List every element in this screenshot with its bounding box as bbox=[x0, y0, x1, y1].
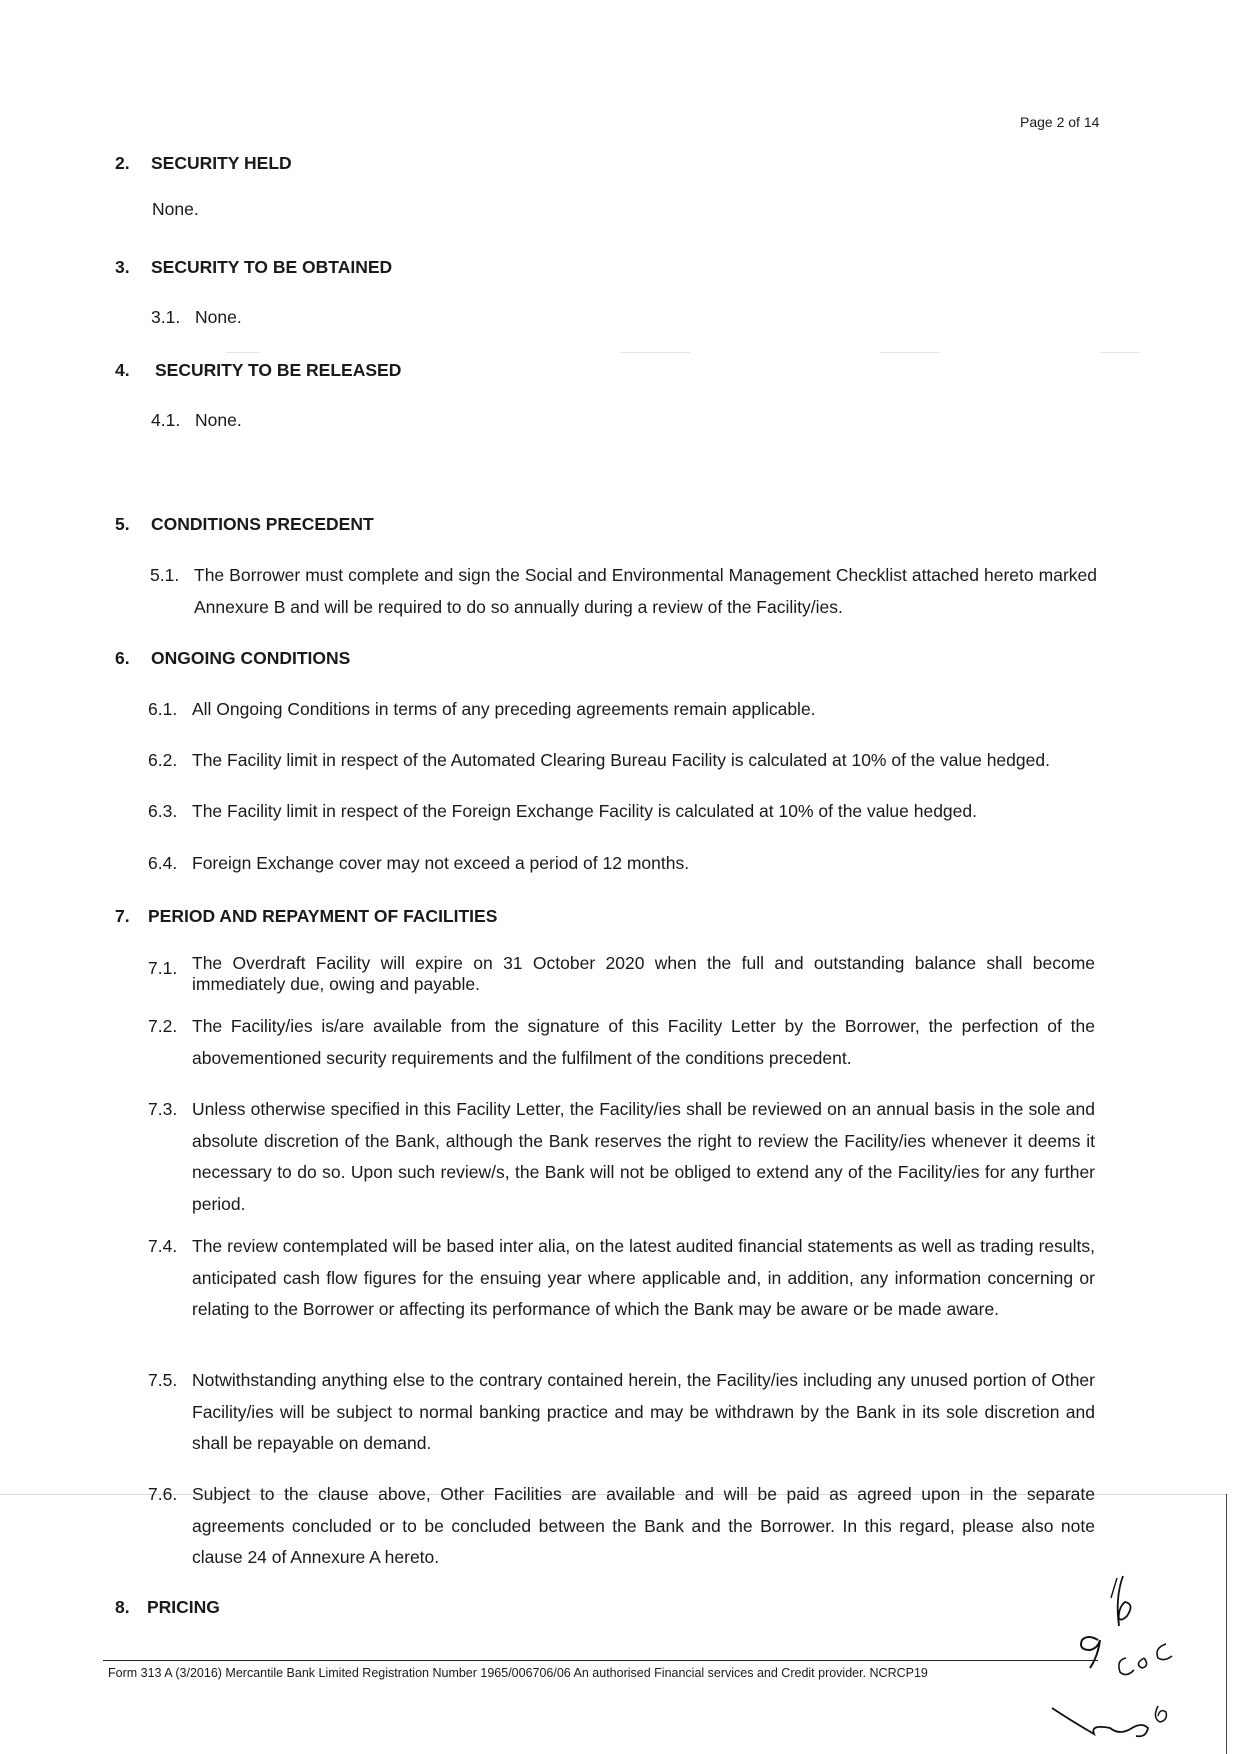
clause-text: The Facility limit in respect of the Foreign Exchange Facility is calculated at 10% of the value hedged. bbox=[192, 801, 977, 821]
footer-text: Form 313 A (3/2016) Mercantile Bank Limited Registration Number 1965/006706/06 An authorised Financial services and Credit provider. NCRCP19 bbox=[108, 1666, 928, 1680]
section-title: CONDITIONS PRECEDENT bbox=[151, 514, 374, 534]
clause-text: Subject to the clause above, Other Facilities are available and will be paid as agreed upon in the separate agreements concluded or to be concluded between the Bank and the Borrower. In this regard, please also note clause 24 of Annexure A hereto. bbox=[192, 1484, 1095, 1567]
clause-text: The Facility limit in respect of the Automated Clearing Bureau Facility is calculated at 10% of the value hedged. bbox=[192, 750, 1050, 770]
footer-rule bbox=[103, 1660, 1098, 1661]
section-number: 6. bbox=[115, 648, 130, 668]
handwritten-initials-cdc bbox=[1110, 1636, 1182, 1684]
scan-artifact bbox=[880, 352, 940, 353]
clause-number: 7.6. bbox=[148, 1484, 178, 1504]
clause-text: The Overdraft Facility will expire on 31 October 2020 when the full and outstanding balance shall become immediately due, owing and payable. bbox=[192, 953, 1095, 994]
clause-4-1 bbox=[151, 405, 1098, 437]
clause-6-1 bbox=[148, 694, 1095, 726]
section-title: SECURITY HELD bbox=[151, 153, 292, 173]
section-7-heading bbox=[115, 906, 497, 927]
section-5-heading bbox=[115, 514, 374, 535]
scan-artifact bbox=[620, 352, 690, 353]
section-title: PERIOD AND REPAYMENT OF FACILITIES bbox=[148, 906, 498, 926]
section-3-heading bbox=[115, 257, 392, 278]
clause-number: 6.3. bbox=[148, 801, 178, 821]
handwritten-signature bbox=[1050, 1698, 1176, 1750]
clause-text: The Facility/ies is/are available from the signature of this Facility Letter by the Borrower, the perfection of the abovementioned security requirements and the fulfilment of the conditions precedent. bbox=[192, 1016, 1095, 1068]
section-2-text: None. bbox=[152, 199, 199, 219]
clause-text: None. bbox=[195, 307, 242, 327]
clause-number: 7.1. bbox=[148, 958, 178, 978]
section-number: 4. bbox=[115, 360, 130, 380]
clause-number: 5.1. bbox=[150, 565, 180, 585]
clause-6-2 bbox=[148, 745, 1095, 777]
clause-text: Unless otherwise specified in this Facility Letter, the Facility/ies shall be reviewed on an annual basis in the sole and absolute discretion of the Bank, although the Bank reserves the right to review the Facility/ies whenever it deems it necessary to do so. Upon such review/s, the Bank will not be obliged to extend any of the Facility/ies for any further period. bbox=[192, 1099, 1095, 1214]
scan-artifact bbox=[226, 352, 260, 353]
clause-text: Foreign Exchange cover may not exceed a period of 12 months. bbox=[192, 853, 690, 873]
clause-text: All Ongoing Conditions in terms of any preceding agreements remain applicable. bbox=[192, 699, 816, 719]
clause-5-1 bbox=[150, 560, 1097, 623]
page-number: Page 2 of 14 bbox=[1020, 114, 1100, 130]
scan-edge-line bbox=[1226, 1494, 1227, 1754]
section-number: 3. bbox=[115, 257, 130, 277]
clause-text: The review contemplated will be based inter alia, on the latest audited financial statements as well as trading results, anticipated cash flow figures for the ensuing year where applicable and, in addition, any information concerning or relating to the Borrower or affecting its performance of which the Bank may be aware or be made aware. bbox=[192, 1236, 1095, 1319]
clause-text: None. bbox=[195, 410, 242, 430]
section-8-heading bbox=[115, 1597, 220, 1618]
section-number: 5. bbox=[115, 514, 130, 534]
section-title: SECURITY TO BE OBTAINED bbox=[151, 257, 393, 277]
clause-3-1 bbox=[151, 302, 1098, 334]
section-number: 2. bbox=[115, 153, 130, 173]
clause-number: 3.1. bbox=[151, 307, 181, 327]
clause-number: 6.1. bbox=[148, 699, 178, 719]
section-6-heading bbox=[115, 648, 350, 669]
clause-6-4 bbox=[148, 848, 1095, 880]
clause-7-2 bbox=[148, 1011, 1095, 1074]
clause-7-1 bbox=[148, 953, 1095, 995]
section-title: SECURITY TO BE RELEASED bbox=[155, 360, 402, 380]
handwritten-initials bbox=[1075, 1568, 1135, 1634]
scan-artifact bbox=[1100, 352, 1140, 353]
section-number: 7. bbox=[115, 906, 130, 926]
clause-number: 7.4. bbox=[148, 1236, 178, 1256]
clause-text: The Borrower must complete and sign the Social and Environmental Management Checklist attached hereto marked Annexure B and will be required to do so annually during a review of the Facility/ies. bbox=[194, 565, 1097, 617]
clause-number: 7.2. bbox=[148, 1016, 178, 1036]
clause-number: 7.5. bbox=[148, 1370, 178, 1390]
clause-6-3 bbox=[148, 796, 1095, 828]
clause-7-3 bbox=[148, 1094, 1095, 1220]
clause-7-5 bbox=[148, 1365, 1095, 1460]
section-number: 8. bbox=[115, 1597, 130, 1617]
clause-text: Notwithstanding anything else to the contrary contained herein, the Facility/ies including any unused portion of Other Facility/ies will be subject to normal banking practice and may be withdrawn by the Bank in its sole discretion and shall be repayable on demand. bbox=[192, 1370, 1095, 1453]
section-4-heading bbox=[115, 360, 401, 381]
clause-number: 4.1. bbox=[151, 410, 181, 430]
clause-number: 6.2. bbox=[148, 750, 178, 770]
clause-7-4 bbox=[148, 1231, 1095, 1326]
section-title: PRICING bbox=[147, 1597, 220, 1617]
section-2-heading bbox=[115, 153, 292, 174]
section-title: ONGOING CONDITIONS bbox=[151, 648, 351, 668]
clause-7-6 bbox=[148, 1479, 1095, 1574]
clause-number: 6.4. bbox=[148, 853, 178, 873]
clause-number: 7.3. bbox=[148, 1099, 178, 1119]
